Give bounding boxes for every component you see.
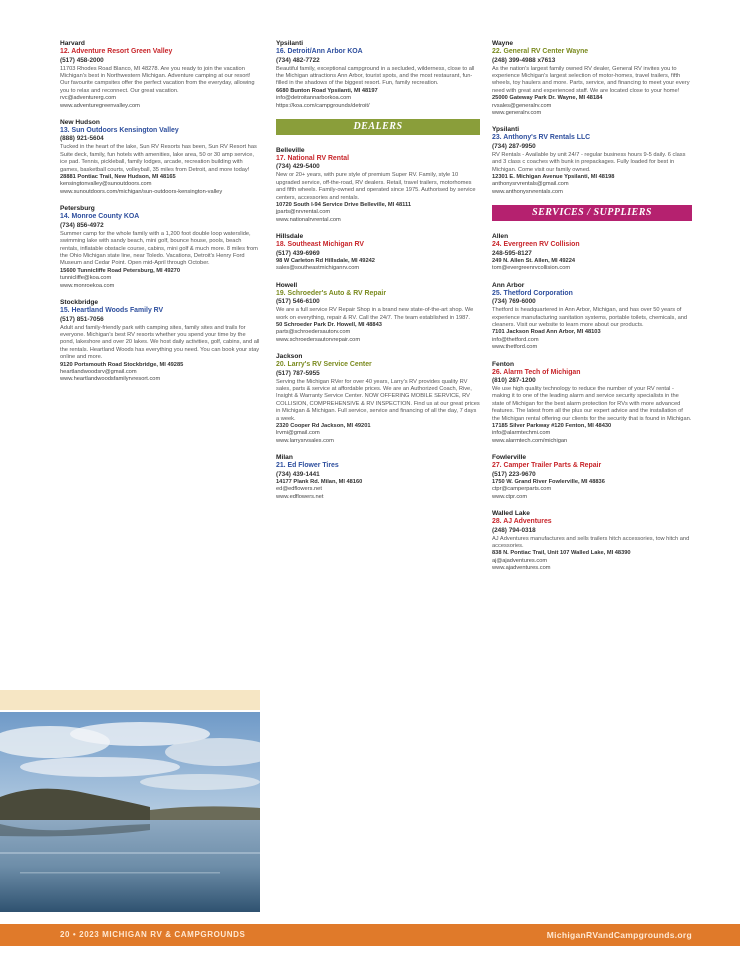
- listing-address: 10720 South I-94 Service Drive Belleville, MI 48111: [276, 202, 411, 209]
- listing-email[interactable]: info@alarmtechmi.com: [492, 430, 551, 437]
- listing-phone[interactable]: (734) 769-6000: [492, 298, 536, 306]
- listing-address: 50 Schroeder Park Dr. Howell, MI 48843: [276, 321, 382, 328]
- listing-address: 15600 Tunnicliffe Road Petersburg, MI 49270: [60, 267, 181, 274]
- listing-description: Tucked in the heart of the lake, Sun RV Resorts has been, Sun RV Resort has Suite deck, family, fun hotels with amenities, lake area, 50 or 30 amp service, ice pad. Tennis, pickleball, family lodges, arcade, recreation building with games, basketball courts, volleyball, 35 miles from Detroit, and more today!: [60, 144, 257, 173]
- listing-description: New or 20+ years, with pure style of premium Super RV. Family, style 10 upgraded service, off-the-road, RV dealers. Retail, travel trailers, motorhomes and fifth wheels. Family-owned and operated since 1975. Authorised by service centers, accessories and rentals.: [276, 172, 476, 201]
- section-banner: DEALERS: [276, 119, 480, 135]
- listing-entry: [492, 126, 692, 196]
- column-3: [492, 40, 692, 582]
- listing-title: 13. Sun Outdoors Kensington Valley: [60, 126, 179, 134]
- footer-bar: [0, 924, 740, 946]
- listing-description: Serving the Michigan RVer for over 40 years, Larry's RV provides quality RV sales, parts & service at affordable prices. We are an Authorized Coach, Rive, Insight & Warranty Service Center. NOW OFFERING MOBILE SERVICE, RV COLLISION, COMPREHENSIVE & RV INSPECTION. Find us at our great prices in Michigan & Michigan. Full service, service and financing of all the day, 7 days a week.: [276, 378, 480, 422]
- footer-page-label: 20 • 2023 MICHIGAN RV & CAMPGROUNDS: [60, 930, 246, 939]
- footer-website-link[interactable]: MichiganRVandCampgrounds.org: [546, 930, 692, 940]
- listing-entry: [276, 454, 480, 501]
- listing-phone[interactable]: (888) 921-5604: [60, 135, 104, 143]
- listing-email[interactable]: anthonysrvrentals@gmail.com: [492, 181, 569, 188]
- listing-email[interactable]: tom@evergreenrvcollision.com: [492, 265, 571, 272]
- listing-website[interactable]: www.monroekoa.com: [60, 282, 115, 289]
- listing-city: Fowlerville: [492, 454, 527, 462]
- listing-entry: [60, 205, 260, 290]
- listing-city: Allen: [492, 233, 509, 241]
- listing-title: 18. Southeast Michigan RV: [276, 241, 364, 249]
- listing-description: Beautiful family, exceptional campground in a secluded, wilderness, close to all the Michigan attractions Ann Arbor, tourist spots, and the most restaurant, fun-filled in the shadows of the biggest resort. Fun, family recreation.: [276, 65, 475, 87]
- listing-city: Ypsilanti: [276, 40, 304, 47]
- listing-description: Summer camp for the whole family with a 1,200 foot double loop waterslide, swimming lake with sandy beach, mini golf, bounce house, pools, beach rentals, inflatable obstacle course, cabins, mini golf & much more. 8 miles from the Ohio Michigan state line, near Toledo. Vacations, Detroit's Henry Ford Museum and Cedar Point. Open mid-April through October.: [60, 230, 258, 267]
- listing-description: AJ Adventures manufactures and sells trailers hitch accessories, tow hitch and accessories.: [492, 535, 690, 549]
- listing-phone[interactable]: (734) 856-4972: [60, 221, 104, 229]
- listing-website[interactable]: www.nationalrvrental.com: [276, 216, 341, 223]
- listing-phone[interactable]: (517) 439-6969: [276, 249, 320, 257]
- listing-email[interactable]: rvsales@generalrv.com: [492, 102, 552, 109]
- listing-phone[interactable]: (248) 794-0318: [492, 526, 536, 534]
- listing-phone[interactable]: (517) 223-9670: [492, 470, 536, 478]
- listing-title: 23. Anthony's RV Rentals LLC: [492, 134, 591, 142]
- listing-address: 14177 Plank Rd. Milan, MI 48160: [276, 478, 363, 485]
- listing-address: 7101 Jackson Road Ann Arbor, MI 48103: [492, 329, 601, 336]
- listing-city: Hillsdale: [276, 233, 304, 241]
- listing-title: 28. AJ Adventures: [492, 518, 552, 525]
- listing-entry: [60, 40, 260, 110]
- listing-title: 21. Ed Flower Tires: [276, 462, 339, 470]
- listing-address: 98 W Carleton Rd Hillsdale, MI 49242: [276, 257, 375, 264]
- listing-website[interactable]: www.heartlandwoodsfamilyrvresort.com: [60, 376, 161, 383]
- listing-city: Howell: [276, 281, 298, 289]
- listing-phone[interactable]: (734) 439-1441: [276, 470, 320, 478]
- listing-entry: [492, 233, 692, 272]
- listing-entry: [276, 233, 480, 272]
- column-1: [60, 40, 260, 393]
- listing-entry: [60, 119, 260, 196]
- listing-description: We use high quality technology to reduce the number of your RV rental - making it to one of the leading alarm and service security specialists in the state of Michigan for the best alarm protection for RVs with more advanced features. The latest from all the plus our expert advice and the installation of the Michigan rental offering our clients for the security that is found in Michigan.: [492, 386, 692, 422]
- listing-description: Adult and family-friendly park with camping sites, family sites and trails for everyone. Michigan's best RV resorts whether you spend your time by the pond, lakeshore and over 20 lakes. We host daily activities, golf, cabins, and all the rentals. Heartland Woods has everything you need. You can book your stay online and more.: [60, 324, 260, 361]
- section-banner: SERVICES / SUPPLIERS: [492, 205, 692, 221]
- listing-email[interactable]: jparts@nrvrental.com: [276, 209, 331, 216]
- listing-entry: [276, 282, 480, 345]
- listing-entry: [492, 361, 692, 446]
- listing-phone[interactable]: (734) 287-9950: [492, 142, 536, 150]
- listing-title: 12. Adventure Resort Green Valley: [60, 48, 173, 55]
- listing-website[interactable]: www.schroedersautorvrepair.com: [276, 336, 361, 343]
- listing-city: New Hudson: [60, 118, 100, 126]
- listing-address: 838 N. Pontiac Trail, Unit 107 Walled Lake, MI 48390: [492, 550, 631, 557]
- listing-phone[interactable]: (734) 429-5400: [276, 163, 320, 171]
- listing-website[interactable]: www.thetford.com: [492, 344, 538, 351]
- listing-website[interactable]: www.adventuregreenvalley.com: [60, 102, 140, 109]
- listing-website[interactable]: www.alarmtech.com/michigan: [492, 437, 568, 444]
- listing-entry: [276, 147, 480, 224]
- listing-address: 12301 E. Michigan Avenue Ypsilanti, MI 48198: [492, 174, 615, 181]
- listing-address: 17185 Silver Parkway #120 Fenton, MI 48430: [492, 423, 612, 430]
- listing-title: 24. Evergreen RV Collision: [492, 241, 580, 249]
- listing-entry: [60, 299, 260, 384]
- listing-title: 14. Monroe County KOA: [60, 213, 140, 221]
- listing-address: 25000 Gateway Park Dr. Wayne, MI 48184: [492, 95, 603, 102]
- listing-email[interactable]: tunnicliffe@koa.com: [60, 275, 112, 282]
- listing-website[interactable]: www.larrysrvsales.com: [276, 437, 334, 444]
- listing-website[interactable]: www.sunoutdoors.com/michigan/sun-outdoors-kensington-valley: [60, 188, 223, 195]
- listing-description: 11703 Rhodes Road Blanco, MI 48278. Are you ready to join the vacation Michigan's best in Northwestern Michigan. Adventure camping at our resort! Our favourite campsites offer the perfect vacation from the everyday, allowing you to relax and reconnect. Our great vacation.: [60, 65, 255, 94]
- listing-email[interactable]: lrvmi@gmail.com: [276, 430, 320, 437]
- listing-city: Harvard: [60, 40, 85, 47]
- listing-description: We are a full service RV Repair Shop in a brand new state-of-the-art shop. We work on everything, repair & RV. Call the 24/7. The team established in 1987.: [276, 307, 474, 321]
- lake-photo: [0, 712, 260, 912]
- listing-website[interactable]: https://koa.com/campgrounds/detroit/: [276, 102, 370, 109]
- listing-phone[interactable]: (517) 546-6100: [276, 298, 320, 306]
- listing-entry: [492, 454, 692, 501]
- listing-website[interactable]: www.anthonysrvrentals.com: [492, 188, 563, 195]
- listing-email[interactable]: sales@southeastmichiganrv.com: [276, 265, 360, 272]
- listing-email[interactable]: parts@schroedersautorv.com: [276, 329, 351, 336]
- listing-entry: [276, 353, 480, 445]
- listing-entry: [492, 40, 692, 117]
- listing-phone[interactable]: (734) 482-7722: [276, 56, 320, 64]
- decorative-band: [0, 690, 260, 710]
- listing-phone[interactable]: (810) 287-1200: [492, 377, 536, 385]
- column-2: [276, 40, 480, 510]
- listing-address: 249 N. Allen St. Allen, MI 49224: [492, 257, 576, 264]
- listing-description: Thetford is headquartered in Ann Arbor, Michigan, and has over 50 years of experience manufacturing sanitation systems, portable toilets, chemicals, and cleaners. Visit our website to learn more about our products.: [492, 307, 688, 328]
- listing-address: 1750 W. Grand River Fowlerville, MI 48836: [492, 478, 605, 485]
- listing-city: Milan: [276, 454, 293, 462]
- listing-city: Fenton: [492, 360, 514, 368]
- listing-phone[interactable]: 248-595-8127: [492, 249, 532, 257]
- listing-title: 17. National RV Rental: [276, 154, 350, 162]
- listing-address: 28881 Pontiac Trail, New Hudson, MI 48165: [60, 174, 176, 181]
- listing-website[interactable]: www.ctpr.com: [492, 493, 528, 500]
- listing-city: Walled Lake: [492, 510, 530, 517]
- listing-entry: [276, 40, 480, 110]
- listing-title: 19. Schroeder's Auto & RV Repair: [276, 289, 387, 297]
- listing-city: Ann Arbor: [492, 281, 525, 289]
- listing-phone[interactable]: (517) 787-5955: [276, 369, 320, 377]
- listing-website[interactable]: www.edflowers.net: [276, 493, 324, 500]
- listing-address: 6680 Bunton Road Ypsilanti, MI 48197: [276, 87, 378, 94]
- listing-email[interactable]: ed@edflowers.net: [276, 486, 322, 493]
- listing-description: RV Rentals - Available by unit 24/7 - regular business hours 9-5 daily. 6 class and 3 class c coaches with bunk in prepackages. Fully loaded for best in Michigan. Come visit our family owned.: [492, 151, 686, 173]
- listing-email[interactable]: info@detroitannarborkoa.com: [276, 95, 352, 102]
- listing-title: 22. General RV Center Wayne: [492, 48, 589, 55]
- listing-title: 15. Heartland Woods Family RV: [60, 307, 164, 315]
- listing-phone[interactable]: (517) 851-7056: [60, 315, 104, 323]
- listing-city: Belleville: [276, 146, 305, 154]
- listing-address: 9120 Portsmouth Road Stockbridge, MI 49285: [60, 361, 184, 368]
- listing-entry: [492, 510, 692, 573]
- listing-city: Ypsilanti: [492, 126, 520, 134]
- listing-title: 25. Thetford Corporation: [492, 289, 573, 297]
- listing-website[interactable]: www.generalrv.com: [492, 109, 542, 116]
- listing-email[interactable]: heartlandwoodsrv@gmail.com: [60, 368, 137, 375]
- listing-email[interactable]: info@thetford.com: [492, 336, 539, 343]
- listing-city: Stockbridge: [60, 299, 99, 307]
- listing-email[interactable]: ctpr@camperparts.com: [492, 486, 552, 493]
- listing-title: 26. Alarm Tech of Michigan: [492, 368, 581, 376]
- listing-title: 16. Detroit/Ann Arbor KOA: [276, 48, 363, 55]
- listing-phone[interactable]: (517) 458-2000: [60, 56, 104, 64]
- listing-city: Petersburg: [60, 205, 95, 213]
- listing-city: Jackson: [276, 353, 303, 361]
- listing-title: 20. Larry's RV Service Center: [276, 361, 372, 369]
- listing-address: 2320 Cooper Rd Jackson, MI 49201: [276, 423, 371, 430]
- listing-description: As the nation's largest family owned RV dealer, General RV invites you to experience Michigan's largest selection of motor-homes, travel trailers, fifth wheels, toy haulers and more. Parts, service, and financing to meet your every need with great and experienced staff. We are located close to your home!: [492, 65, 690, 94]
- listing-title: 27. Camper Trailer Parts & Repair: [492, 462, 602, 470]
- listing-city: Wayne: [492, 40, 514, 47]
- listing-website[interactable]: www.ajadventures.com: [492, 565, 551, 572]
- listing-entry: [492, 282, 692, 352]
- listing-email[interactable]: rvc@adventurerg.com: [60, 95, 117, 102]
- listing-email[interactable]: aj@ajadventures.com: [492, 557, 548, 564]
- listing-email[interactable]: kensingtonvalley@sunoutdoors.com: [60, 181, 152, 188]
- listing-phone[interactable]: (248) 399-4988 x7613: [492, 56, 556, 64]
